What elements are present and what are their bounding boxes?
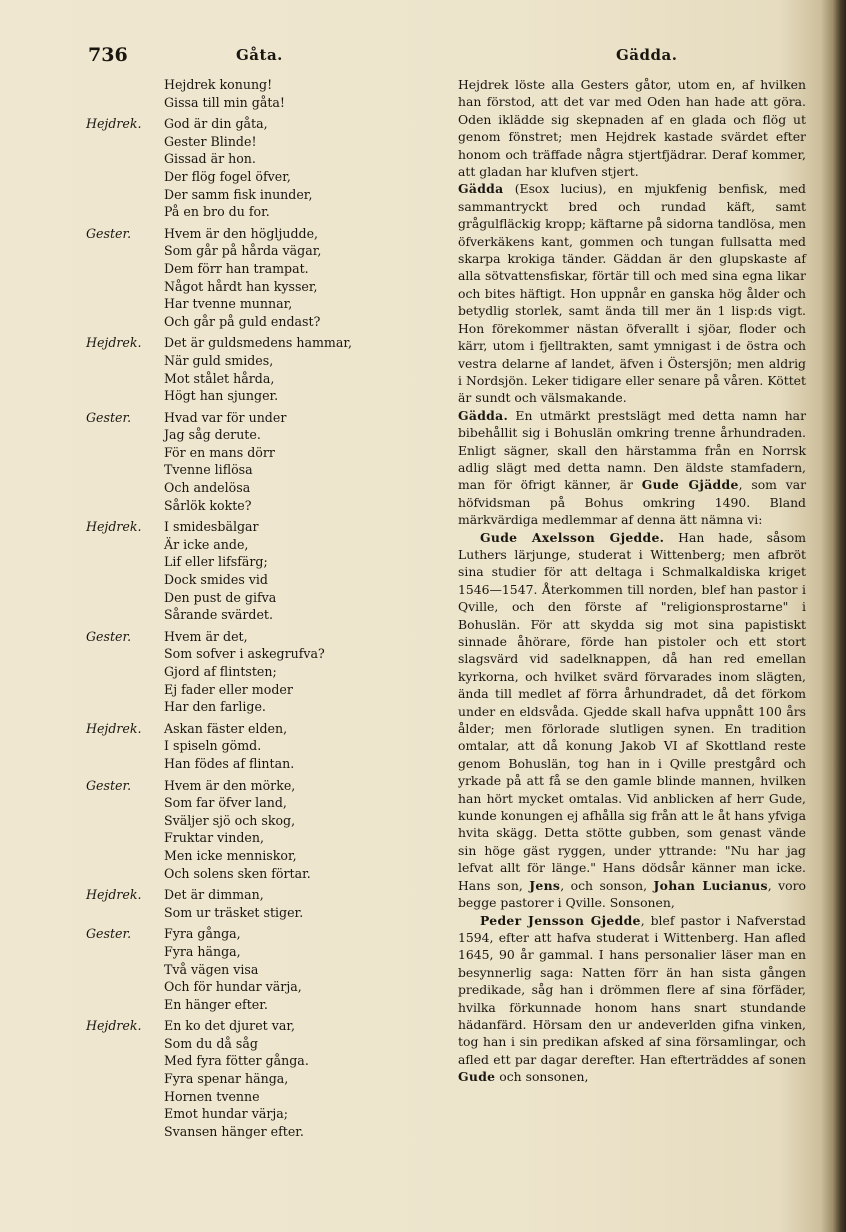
verse-line: Han födes af flintan.	[164, 755, 295, 771]
verse-line: Som ur träsket stiger.	[164, 904, 304, 920]
verse-stanza	[86, 886, 376, 921]
verse-stanza	[86, 720, 376, 773]
verse-line: Ej fader eller moder	[164, 681, 293, 697]
verse-line: Sväljer sjö och skog,	[164, 812, 296, 828]
verse-line: I spiseln gömd.	[164, 738, 262, 754]
verse-lines	[164, 334, 376, 404]
verse-line: Hvem är den mörke,	[164, 777, 296, 793]
paragraph-text: , som var höfvidsman på Bohus omkring 1490. Bland märkvärdiga medlemmar af denna ätt nämna vi:	[458, 477, 807, 528]
verse-line: Och solens sken förtar.	[164, 865, 311, 881]
paragraph-text: och sonsonen,	[495, 1069, 589, 1085]
verse-stanza	[86, 76, 376, 111]
speaker-label: Gester.	[86, 926, 132, 942]
verse-line: God är din gåta,	[164, 116, 268, 132]
verse-line: Som du då såg	[164, 1035, 258, 1051]
left-running-title: Gåta.	[236, 46, 283, 64]
verse-line: Är icke ande,	[164, 536, 249, 552]
bold-headword: Gädda	[458, 181, 504, 197]
article-paragraph	[458, 76, 806, 180]
verse-line: Som far öfver land,	[164, 795, 287, 811]
verse-lines	[164, 925, 376, 1013]
verse-line: Det är dimman,	[164, 887, 264, 903]
verse-line: Något hårdt han kysser,	[164, 278, 318, 294]
verse-lines	[164, 76, 376, 111]
verse-line: Som går på hårda vägar,	[164, 243, 322, 259]
verse-line: Gester Blinde!	[164, 133, 257, 149]
verse-stanza	[86, 115, 376, 221]
verse-line: Hornen tvenne	[164, 1088, 260, 1104]
riddle-verse-column	[86, 76, 376, 1144]
verse-line: En ko det djuret var,	[164, 1018, 295, 1034]
verse-line: Fyra hänga,	[164, 943, 241, 959]
verse-line: Der samm fisk inunder,	[164, 186, 313, 202]
page-number: 736	[88, 44, 128, 66]
verse-lines	[164, 115, 376, 221]
bold-headword: Gude Axelsson Gjedde.	[480, 529, 665, 545]
verse-line: Lif eller lifsfärg;	[164, 554, 268, 570]
verse-line: Tvenne liflösa	[164, 462, 253, 478]
verse-line: För en mans dörr	[164, 444, 275, 460]
verse-line: Gissad är hon.	[164, 151, 256, 167]
speaker-label: Hejdrek.	[86, 335, 142, 351]
verse-stanza	[86, 1017, 376, 1140]
speaker-label: Hejdrek.	[86, 116, 142, 132]
verse-line: Der flög fogel öfver,	[164, 168, 291, 184]
verse-stanza	[86, 628, 376, 716]
verse-line: Hvem är den högljudde,	[164, 225, 319, 241]
verse-lines	[164, 1017, 376, 1140]
verse-lines	[164, 518, 376, 624]
article-paragraph	[458, 912, 806, 1086]
verse-lines	[164, 225, 376, 331]
bold-headword: Peder Jensson Gjedde	[480, 912, 641, 928]
speaker-label: Hejdrek.	[86, 720, 142, 736]
verse-line: Och går på guld endast?	[164, 313, 321, 329]
paragraph-text: Han hade, såsom Luthers lärjunge, studerat i Wittenberg; men afbröt sina studier för att deltaga i Schmalkaldiska kriget 1546—1547. Återkommen till norden, blef han pastor i Qville, och den förste af "religionsprostarne" i Bohuslän. För att skydda sig mot sina papistiskt sinnade åhörare, förde han pistoler och ett stort slagsvärd vid sadelknappen, då han red emellan kyrkorna, och hvilket svärd förvarades inom slägten, ända till medlet af förra århundradet, då det förkom under en eldsvåda. Gjedde skall hafva uppnått 100 års ålder; men förlorade slutligen synen. En tradition omtalar, att då konung Jakob VI af Skottland reste genom Bohuslän, tog han in i Qville prestgård och yrkade på att få se den gamle blinde mannen, hvilken han hört mycket omtalas. Vid anblicken af herr Gude, kunde konungen ej afhålla sig från att le åt hans yfviga hvita skägg. Detta stötte gubben, som genast vände sin höge gäst ryggen, under yttrande: "Nu har jag lefvat allt för länge." Hans dödsår känner man icke. Hans son,	[458, 529, 806, 893]
page-edge	[832, 0, 846, 1232]
verse-line: Har den farlige.	[164, 699, 266, 715]
bold-headword: Johan Lucianus	[653, 877, 768, 893]
article-paragraph	[458, 529, 806, 912]
verse-line: I smidesbälgar	[164, 519, 259, 535]
verse-line: Gissa till min gåta!	[164, 94, 285, 110]
verse-line: Den pust de gifva	[164, 589, 277, 605]
encyclopedia-text-column	[458, 76, 806, 1086]
verse-line: Gjord af flintsten;	[164, 664, 277, 679]
verse-stanza	[86, 777, 376, 883]
verse-line: Har tvenne munnar,	[164, 296, 293, 312]
verse-line: Hvem är det,	[164, 628, 248, 644]
paragraph-text: , voro begge pastorer i Qville. Sonsonen,	[458, 877, 806, 911]
verse-line: Med fyra fötter gånga.	[164, 1053, 309, 1069]
article-paragraph	[458, 180, 806, 406]
bold-headword: Gädda.	[458, 407, 509, 423]
speaker-label: Gester.	[86, 225, 132, 241]
verse-line: Fyra gånga,	[164, 926, 241, 942]
verse-line: Två vägen visa	[164, 961, 259, 977]
verse-line: Mot stålet hårda,	[164, 370, 275, 386]
verse-line: Svansen hänger efter.	[164, 1123, 304, 1139]
verse-lines	[164, 720, 376, 773]
speaker-label: Hejdrek.	[86, 887, 142, 903]
verse-line: Det är guldsmedens hammar,	[164, 335, 353, 351]
verse-line: Och andelösa	[164, 480, 251, 496]
paragraph-text: Hejdrek löste alla Gesters gåtor, utom en, af hvilken han förstod, att det var med Oden han hade att göra. Oden iklädde sig skepnaden af en glada och flög ut genom fönstret; men Hejdrek kastade svärdet efter honom och träffade några stjertfjädrar. Deraf kommer, att gladan har klufven stjert.	[458, 77, 806, 180]
verse-line: Fyra spenar hänga,	[164, 1071, 289, 1087]
verse-lines	[164, 777, 376, 883]
paragraph-text: En utmärkt prestslägt med detta namn har bibehållit sig i Bohuslän omkring trenne århundraden. Enligt sägner, skall den härstamma från en Norrsk adlig slägt med detta namn. Den äldste stamfadern, man för öfrigt känner, är	[458, 407, 806, 493]
verse-stanza	[86, 518, 376, 624]
verse-line: Emot hundar värja;	[164, 1106, 289, 1122]
verse-line: På en bro du for.	[164, 204, 270, 220]
verse-line: Dock smides vid	[164, 572, 268, 588]
verse-line: Sårande svärdet.	[164, 607, 273, 623]
verse-line: Som sofver i askegrufva?	[164, 646, 325, 662]
verse-line: Fruktar vinden,	[164, 830, 264, 846]
verse-stanza	[86, 334, 376, 404]
verse-line: Hejdrek konung!	[164, 77, 273, 92]
verse-lines	[164, 628, 376, 716]
verse-line: Men icke menniskor,	[164, 847, 297, 863]
verse-stanza	[86, 925, 376, 1013]
verse-line: Jag såg derute.	[164, 427, 261, 443]
verse-line: Högt han sjunger.	[164, 388, 279, 404]
verse-line: När guld smides,	[164, 352, 274, 368]
verse-line: Sårlök kokte?	[164, 497, 252, 513]
running-header	[88, 44, 808, 68]
article-paragraph	[458, 407, 806, 529]
verse-line: Hvad var för under	[164, 409, 287, 425]
speaker-label: Hejdrek.	[86, 1018, 142, 1034]
paragraph-text: , blef pastor i Nafverstad 1594, efter att hafva studerat i Wittenberg. Han afled 1645, 90 år gammal. I hans personalier läser man en besynnerlig saga: Natten förr än han sista gången predikade, såg han i drömmen flere af sina förfäder, hvilka förkunnade honom hans snart stundande hädanfärd. Hörsam den ur andeverlden gifna vinken, tog han i sin predikan afsked af sina församlingar, och afled ett par dagar derefter. Han efterträddes af sonen	[458, 912, 806, 1067]
verse-stanza	[86, 409, 376, 515]
verse-line: En hänger efter.	[164, 996, 268, 1012]
verse-lines	[164, 409, 376, 515]
verse-stanza	[86, 225, 376, 331]
verse-lines	[164, 886, 376, 921]
speaker-label: Gester.	[86, 777, 132, 793]
paragraph-text: , och sonson,	[560, 877, 654, 893]
bold-headword: Gude	[458, 1069, 496, 1085]
bold-headword: Jens	[529, 877, 561, 893]
verse-line: Dem förr han trampat.	[164, 260, 309, 276]
verse-line: Och för hundar värja,	[164, 979, 302, 995]
right-running-title: Gädda.	[616, 46, 678, 64]
speaker-label: Gester.	[86, 409, 132, 425]
speaker-label: Gester.	[86, 628, 132, 644]
bold-headword: Gude Gjädde	[641, 477, 739, 493]
verse-line: Askan fäster elden,	[164, 720, 288, 736]
speaker-label: Hejdrek.	[86, 519, 142, 535]
paragraph-text: (Esox lucius), en mjukfenig benfisk, med sammantryckt bred och rundad käft, samt grågulfläckig kropp; käftarne på sidorna tandlösa, men öfverkäkens kant, gommen och tungan fullsatta med skarpa krokiga tänder. Gäddan är den glupskaste af alla sötvattensfiskar, förtär till och med sina egna likar och bites häftigt. Hon uppnår en ganska hög ålder och betydlig storlek, samt ända till mer än 1 lisp:ds vigt. Hon förekommer nästan öfverallt i sjöar, floder och kärr, utom i fjelltrakten, samt ymnigast i de östra och vestra delarne af landet, äfven i Östersjön; men aldrig i Nordsjön. Leker tidigare eller senare på våren. Köttet är sundt och välsmakande.	[458, 181, 806, 406]
